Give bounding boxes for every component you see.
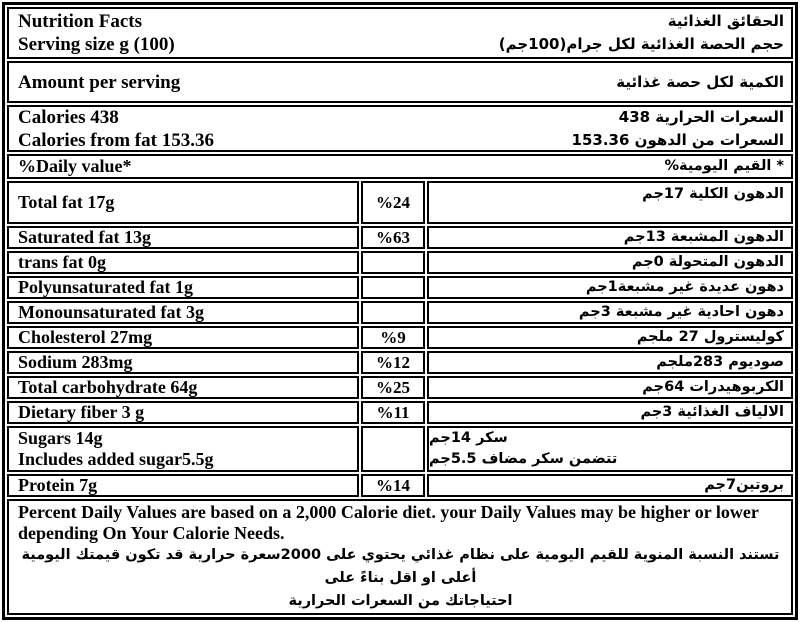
nutrient-row-sodium [7,351,793,374]
calories-row [7,105,793,152]
title-english: Nutrition Facts [18,11,143,32]
nutrient-arabic: دهون عديدة غير مشبعة1جم [585,278,784,295]
pct-cell [361,301,425,324]
daily-value-arabic [665,156,784,177]
nutrient-arabic: الدهون المشبعة 13جم [623,228,784,245]
nutrient-english: Total carbohydrate 64g [18,376,198,397]
pct-cell [361,351,425,374]
calories-value-english: Calories 438 [18,106,119,128]
ar-cell [427,251,793,274]
nutrient-english: Polyunsaturated fat 1g [18,276,193,297]
pct-cell [361,474,425,497]
pct-cell [361,251,425,274]
en-cell [7,301,359,324]
en-cell [7,251,359,274]
en-cell [7,226,359,249]
nutrient-row-total-carbohydrate [7,376,793,399]
pct-cell [361,181,425,224]
nutrient-row-polyunsaturated-fat [7,276,793,299]
amount-label-english: Amount per serving [18,71,181,93]
nutrient-arabic: الالياف الغذائية 3جم [640,403,784,420]
ar-cell [427,376,793,399]
ar-cell [427,301,793,324]
nutrient-english: trans fat 0g [18,251,106,272]
nutrient-row-cholesterol [7,326,793,349]
daily-value-label-arabic: * القيم اليومية% [664,158,784,174]
nutrient-percent: %9 [380,327,406,347]
pct-cell [361,276,425,299]
footnote-english-line1: Percent Daily Values are based on a 2,000 Calorie diet. your Daily Values may be higher or lower [18,502,759,522]
pct-cell [361,326,425,349]
en-cell [7,351,359,374]
nutrient-arabic: الدهون المتحولة 0جم [631,253,784,270]
sugars-arabic: سكر 14جم [429,429,508,446]
header-row [7,7,793,59]
calories-value-arabic: السعرات الحرارية 438 [618,107,784,126]
pct-cell [361,226,425,249]
pct-cell [361,401,425,424]
en-cell [7,401,359,424]
nutrient-row-monounsaturated-fat [7,301,793,324]
calories-english [18,106,214,152]
ar-cell [427,181,793,224]
nutrient-arabic: الكربوهيدرات 64جم [642,378,784,395]
nutrient-row-trans-fat [7,251,793,274]
amount-arabic [616,71,784,94]
en-cell [7,474,359,497]
daily-value-label-english: %Daily value* [18,156,132,176]
nutrient-english: Total fat 17g [18,191,115,212]
ar-cell [427,326,793,349]
en-cell [7,376,359,399]
ar-cell [427,401,793,424]
nutrient-english: Dietary fiber 3 g [18,401,145,422]
serving-size-arabic: حجم الحصة الغذائية لكل جرام(100جم) [498,35,784,53]
calories-from-fat-arabic: السعرات من الدهون 153.36 [571,130,784,149]
nutrient-row-saturated-fat [7,226,793,249]
nutrient-percent: %25 [376,377,410,397]
nutrient-arabic: صوديوم 283ملجم [656,353,784,370]
ar-cell [427,426,793,472]
nutrient-arabic: دهون احادية غير مشبعة 3جم [578,303,784,320]
nutrient-percent: %12 [376,352,410,372]
nutrient-arabic: بروتين7جم [704,477,784,493]
pct-cell [361,426,425,472]
en-cell [7,181,359,224]
added-sugar-arabic: تتضمن سكر مضاف 5.5جم [429,450,618,467]
calories-from-fat-english: Calories from fat 153.36 [18,129,214,151]
daily-value-heading-row [7,154,793,179]
ar-cell [427,351,793,374]
footnote-english-line2: depending On Your Calorie Needs. [18,523,285,543]
nutrient-row-sugars [7,426,793,472]
ar-cell [427,474,793,497]
calories-arabic [572,106,784,152]
added-sugar-english: Includes added sugar5.5g [18,448,214,469]
nutrient-percent: %14 [376,476,410,495]
nutrient-english: Sodium 283mg [18,351,133,372]
nutrient-english: Protein 7g [18,475,98,495]
en-cell [7,276,359,299]
daily-value-english [18,156,132,177]
nutrient-row-dietary-fiber [7,401,793,424]
sugars-english: Sugars 14g [18,427,103,448]
title-arabic: الحقائق الغذائية [667,12,784,30]
nutrient-english: Cholesterol 27mg [18,326,153,347]
label-frame [2,2,798,620]
serving-size-english: Serving size g (100) [18,34,175,55]
header-english [18,10,175,56]
footnote-arabic-line1: تستند النسبة المنوية للقيم اليومية على نظام غذائي يحتوي على 2000سعرة حرارية قد تكون قيمتك اليومية أعلى او اقل بناءً على [21,547,780,586]
nutrient-row-protein [7,474,793,497]
header-arabic [499,10,784,56]
nutrient-percent: %63 [376,227,410,247]
nutrient-english: Monounsaturated fat 3g [18,301,205,322]
amount-per-serving-row [7,61,793,103]
nutrient-arabic: الدهون الكلية 17جم [642,186,784,202]
ar-cell [427,226,793,249]
amount-english [18,71,180,94]
en-cell [7,426,359,472]
nutrient-row-total-fat [7,181,793,224]
nutrient-english: Saturated fat 13g [18,226,151,247]
en-cell [7,326,359,349]
footnote-arabic-line2: احتياجاتك من السعرات الحرارية [288,593,513,609]
footnote-row [7,499,793,615]
nutrient-arabic: كوليسترول 27 ملجم [636,328,784,345]
nutrient-percent: %11 [376,402,410,422]
nutrient-percent: %24 [376,192,410,212]
amount-label-arabic: الكمية لكل حصة غذائية [616,72,784,91]
pct-cell [361,376,425,399]
ar-cell [427,276,793,299]
